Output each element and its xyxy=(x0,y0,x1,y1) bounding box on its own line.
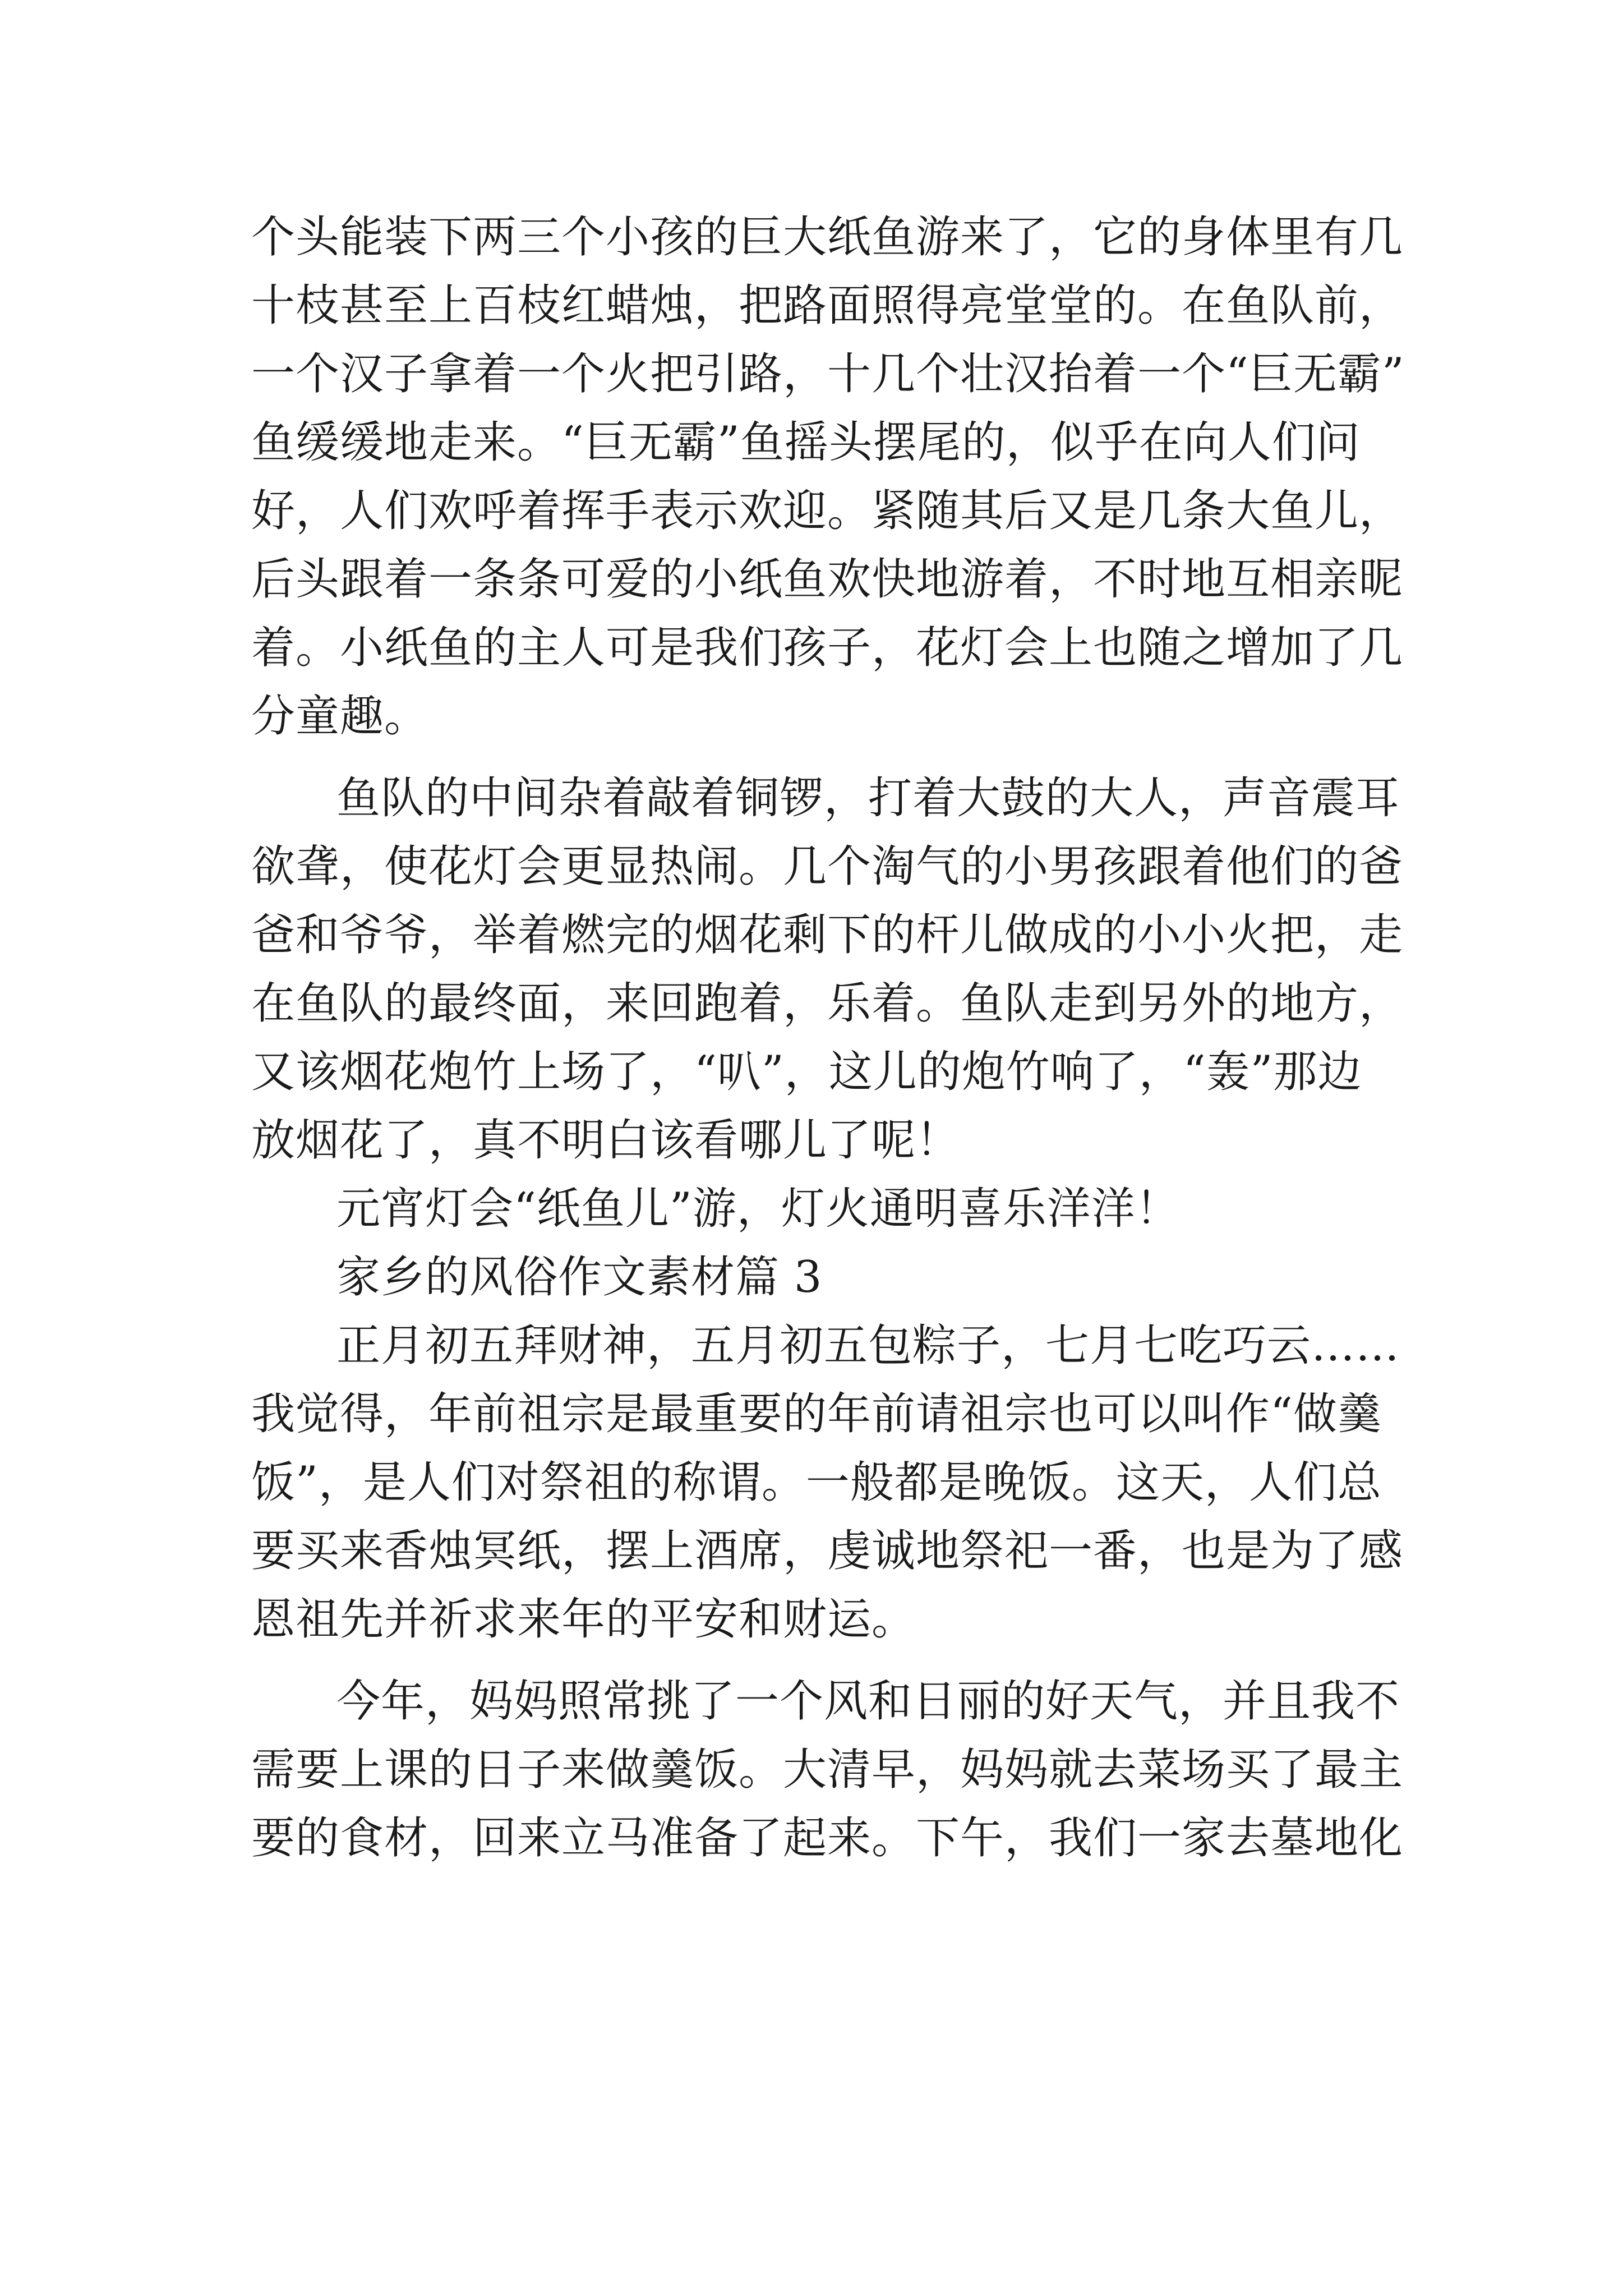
paragraph-line: 需要上课的日子来做羹饭。大清早，妈妈就去菜场买了最主 xyxy=(251,1745,1404,1795)
document-body xyxy=(251,203,1405,1872)
paragraph-line: 今年，妈妈照常挑了一个风和日丽的好天气，并且我不 xyxy=(336,1676,1400,1727)
paragraph-line: 好，人们欢呼着挥手表示欢迎。紧随其后又是几条大鱼儿， xyxy=(251,486,1404,536)
paragraph-line: 放烟花了，真不明白该看哪儿了呢！ xyxy=(251,1115,961,1166)
paragraph-line: 我觉得，年前祖宗是最重要的年前请祖宗也可以叫作“做羹 xyxy=(251,1389,1382,1439)
paragraph-line: 分童趣。 xyxy=(251,691,429,742)
paragraph-line: 个头能装下两三个小孩的巨大纸鱼游来了，它的身体里有几 xyxy=(251,212,1404,263)
paragraph-line: 正月初五拜财神，五月初五包粽子，七月七吃巧云…… xyxy=(336,1320,1400,1371)
paragraph-line: 恩祖先并祈求来年的平安和财运。 xyxy=(251,1594,916,1645)
paragraph-line: 又该烟花炮竹上场了，“叭”，这儿的炮竹响了，“轰”那边 xyxy=(251,1047,1362,1097)
paragraph-line: 要的食材，回来立马准备了起来。下午，我们一家去墓地化 xyxy=(251,1813,1404,1864)
paragraph-line: 欲聋，使花灯会更显热闹。几个淘气的小男孩跟着他们的爸 xyxy=(251,841,1404,892)
paragraph-line: 一个汉子拿着一个火把引路，十几个壮汉抬着一个“巨无霸” xyxy=(251,349,1405,399)
section-heading: 家乡的风俗作文素材篇 3 xyxy=(336,1252,823,1303)
paragraph-line: 着。小纸鱼的主人可是我们孩子，花灯会上也随之增加了几 xyxy=(251,623,1404,673)
paragraph-line: 在鱼队的最终面，来回跑着，乐着。鱼队走到另外的地方， xyxy=(251,978,1404,1029)
paragraph-line: 元宵灯会“纸鱼儿”游，灯火通明喜乐洋洋！ xyxy=(336,1184,1180,1234)
paragraph-line: 十枝甚至上百枝红蜡烛，把路面照得亮堂堂的。在鱼队前， xyxy=(251,280,1404,331)
paragraph-line: 鱼队的中间杂着敲着铜锣，打着大鼓的大人，声音震耳 xyxy=(336,773,1400,823)
paragraph-line: 后头跟着一条条可爱的小纸鱼欢快地游着，不时地互相亲昵 xyxy=(251,554,1404,605)
paragraph-line: 要买来香烛冥纸，摆上酒席，虔诚地祭祀一番，也是为了感 xyxy=(251,1526,1404,1576)
paragraph-line: 饭”，是人们对祭祖的称谓。一般都是晚饭。这天，人们总 xyxy=(251,1457,1382,1508)
paragraph-line: 爸和爷爷，举着燃完的烟花剩下的杆儿做成的小小火把，走 xyxy=(251,910,1404,960)
paragraph-line: 鱼缓缓地走来。“巨无霸”鱼摇头摆尾的，似乎在向人们问 xyxy=(251,417,1361,468)
